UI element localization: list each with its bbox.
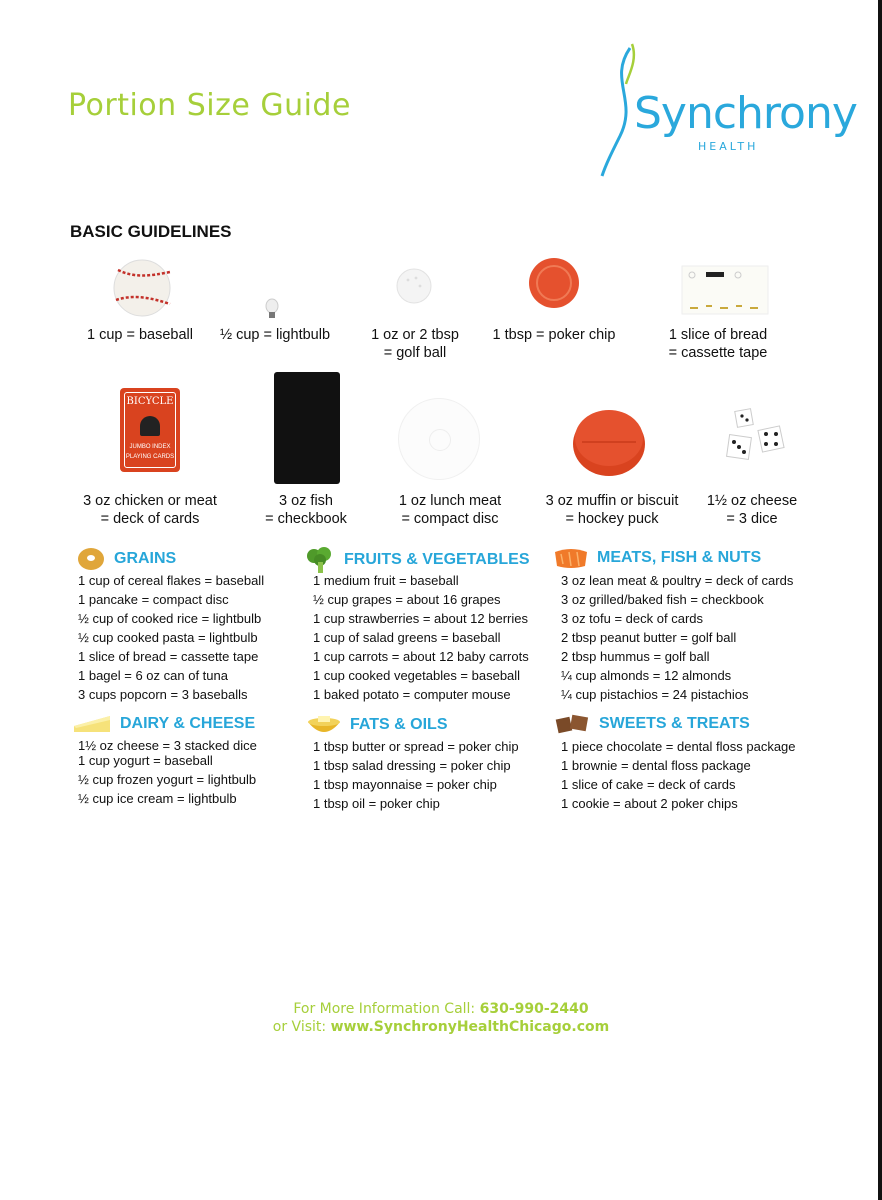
list-item: 1 tbsp mayonnaise = poker chip — [313, 777, 497, 792]
list-item: ¼ cup pistachios = 24 pistachios — [561, 687, 749, 702]
logo-subtitle: HEALTH — [698, 140, 759, 153]
broccoli-icon — [304, 546, 336, 574]
list-item: 3 oz tofu = deck of cards — [561, 611, 703, 626]
list-item: 1 tbsp butter or spread = poker chip — [313, 739, 519, 754]
list-item: 3 cups popcorn = 3 baseballs — [78, 687, 248, 702]
footer-call-label: For More Information Call: — [293, 1001, 480, 1017]
basic-guidelines-heading: BASIC GUIDELINES — [70, 222, 232, 241]
list-item: 1 cup yogurt = baseball — [78, 753, 213, 768]
list-item: 3 oz lean meat & poultry = deck of cards — [561, 573, 794, 588]
list-item: ¼ cup almonds = 12 almonds — [561, 668, 732, 683]
caption-checkbook: 3 oz fish = checkbook — [265, 493, 347, 527]
hockey-puck-icon — [570, 404, 648, 478]
synchrony-health-logo — [598, 40, 857, 180]
list-item: 1 tbsp oil = poker chip — [313, 796, 440, 811]
fish-fillet-icon — [553, 546, 589, 570]
list-item: ½ cup frozen yogurt = lightbulb — [78, 772, 257, 787]
list-item: 2 tbsp peanut butter = golf ball — [561, 630, 737, 645]
footer-contact — [0, 1000, 882, 1036]
list-item: 1 tbsp salad dressing = poker chip — [313, 758, 511, 773]
scan-edge — [878, 0, 882, 1200]
caption-compact-disc: 1 oz lunch meat = compact disc — [398, 493, 502, 527]
card-brand: BICYCLE — [126, 396, 174, 407]
list-item: 1 medium fruit = baseball — [313, 573, 459, 588]
list-item: 1 cup of cereal flakes = baseball — [78, 573, 265, 588]
list-item: 1 slice of cake = deck of cards — [561, 777, 736, 792]
poker-chip-icon — [526, 257, 582, 309]
checkbook-icon — [274, 372, 340, 484]
bagel-icon — [76, 546, 106, 572]
chocolate-icon — [555, 712, 591, 736]
list-item: ½ cup cooked pasta = lightbulb — [78, 630, 258, 645]
baseball-icon — [104, 256, 178, 318]
grains-heading: GRAINS — [76, 546, 176, 572]
list-item: 1 pancake = compact disc — [78, 592, 229, 607]
card-line2: PLAYING CARDS — [125, 454, 175, 460]
footer-phone[interactable]: 630-990-2440 — [479, 1001, 589, 1017]
list-item: 2 tbsp hummus = golf ball — [561, 649, 710, 664]
list-item: 1 cup cooked vegetables = baseball — [313, 668, 521, 683]
logo-wordmark: Synchrony — [634, 88, 857, 139]
list-item: 1 cookie = about 2 poker chips — [561, 796, 738, 811]
page-title: Portion Size Guide — [68, 88, 351, 123]
cassette-tape-icon — [680, 262, 770, 318]
fats-oils-heading: FATS & OILS — [306, 712, 447, 738]
caption-deck-of-cards: 3 oz chicken or meat = deck of cards — [83, 493, 217, 527]
cheese-icon — [72, 712, 112, 736]
dairy-cheese-list — [78, 737, 257, 809]
list-item: ½ cup ice cream = lightbulb — [78, 791, 237, 806]
sweets-treats-heading: SWEETS & TREATS — [555, 712, 750, 736]
fruits-vegetables-list — [313, 571, 529, 704]
grains-list — [78, 571, 264, 704]
list-item: 1 brownie = dental floss package — [561, 758, 751, 773]
list-item: 1 piece chocolate = dental floss package — [561, 739, 796, 754]
butter-bowl-icon — [306, 712, 342, 738]
lightbulb-icon — [265, 298, 279, 320]
compact-disc-icon — [398, 398, 480, 480]
footer-url[interactable]: www.SynchronyHealthChicago.com — [330, 1019, 610, 1035]
list-item: ½ cup of cooked rice = lightbulb — [78, 611, 262, 626]
sweets-treats-list — [561, 737, 796, 813]
caption-dice: 1½ oz cheese = 3 dice — [706, 493, 798, 527]
golf-ball-icon — [392, 268, 436, 304]
list-item: 1½ oz cheese = 3 stacked dice — [78, 738, 257, 753]
list-item: 1 baked potato = computer mouse — [313, 687, 511, 702]
meats-fish-nuts-list — [561, 571, 793, 704]
caption-poker-chip: 1 tbsp = poker chip — [492, 327, 616, 343]
list-item: 3 oz grilled/baked fish = checkbook — [561, 592, 764, 607]
caption-cassette-tape: 1 slice of bread = cassette tape — [668, 327, 768, 361]
list-item: 1 bagel = 6 oz can of tuna — [78, 668, 228, 683]
list-item: 1 cup carrots = about 12 baby carrots — [313, 649, 529, 664]
list-item: 1 cup strawberries = about 12 berries — [313, 611, 528, 626]
meats-fish-nuts-heading: MEATS, FISH & NUTS — [553, 546, 761, 570]
list-item: ½ cup grapes = about 16 grapes — [313, 592, 501, 607]
card-line1: JUMBO INDEX — [129, 444, 171, 450]
caption-golf-ball: 1 oz or 2 tbsp = golf ball — [371, 327, 459, 361]
fruits-vegetables-heading: FRUITS & VEGETABLES — [304, 546, 530, 574]
caption-lightbulb: ½ cup = lightbulb — [219, 327, 331, 343]
fats-oils-list — [313, 737, 519, 813]
deck-of-cards-icon — [120, 388, 180, 472]
footer-visit-label: or Visit: — [272, 1019, 331, 1035]
dice-icon — [722, 406, 788, 466]
list-item: 1 slice of bread = cassette tape — [78, 649, 259, 664]
list-item: 1 cup of salad greens = baseball — [313, 630, 501, 645]
caption-hockey-puck: 3 oz muffin or biscuit = hockey puck — [545, 493, 679, 527]
caption-baseball: 1 cup = baseball — [86, 327, 193, 343]
dairy-cheese-heading: DAIRY & CHEESE — [72, 712, 255, 736]
